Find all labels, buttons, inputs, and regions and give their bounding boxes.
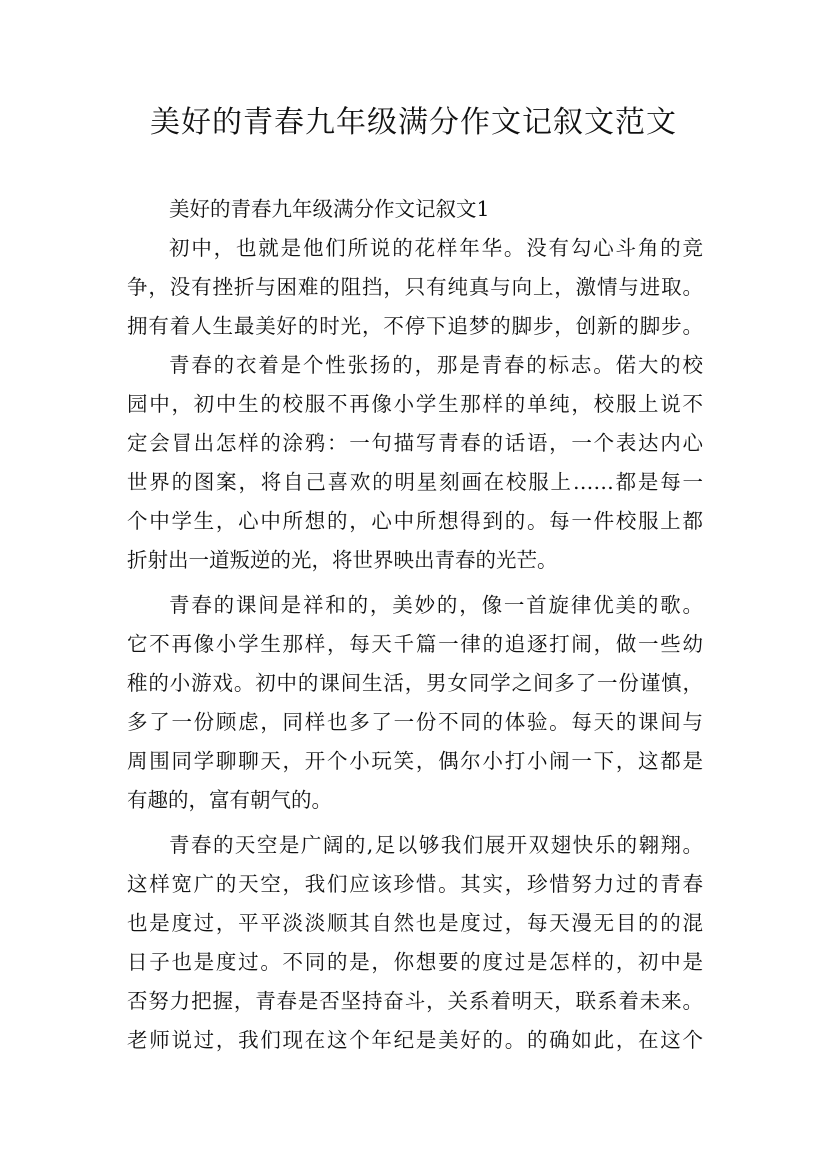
paragraph-line: 青春的课间是祥和的，美妙的，像一首旋律优美的歌。 (169, 593, 703, 617)
paragraph-3 (127, 586, 703, 820)
paragraph-line: 青春的衣着是个性张扬的，那是青春的标志。偌大的校 (169, 353, 703, 377)
paragraph-line: 青春的天空是广阔的,足以够我们展开双翅快乐的翱翔。 (169, 833, 703, 857)
paragraph-line: 折射出一道叛逆的光，将世界映出青春的光芒。 (127, 548, 558, 572)
paragraph-line: 园中，初中生的校服不再像小学生那样的单纯，校服上说不 (127, 392, 703, 416)
section-heading: 美好的青春九年级满分作文记叙文1 (169, 197, 490, 221)
paragraph-line: 稚的小游戏。初中的课间生活，男女同学之间多了一份谨慎， (127, 671, 703, 695)
paragraph-line: 拥有着人生最美好的时光，不停下追梦的脚步，创新的脚步。 (127, 314, 703, 338)
paragraph-line: 它不再像小学生那样，每天千篇一律的追逐打闹，做一些幼 (127, 632, 703, 656)
paragraph-line: 定会冒出怎样的涂鸦：一句描写青春的话语，一个表达内心 (127, 431, 703, 455)
document-body (127, 190, 703, 1060)
paragraph-line: 世界的图案，将自己喜欢的明星刻画在校服上……都是每一 (127, 470, 703, 494)
paragraph-line: 这样宽广的天空，我们应该珍惜。其实，珍惜努力过的青春 (127, 872, 703, 896)
paragraph-line: 日子也是度过。不同的是，你想要的度过是怎样的，初中是 (127, 950, 703, 974)
document-title: 美好的青春九年级满分作文记叙文范文 (150, 105, 677, 140)
paragraph-line: 多了一份顾虑，同样也多了一份不同的体验。每天的课间与 (127, 710, 703, 734)
paragraph-4 (127, 826, 703, 1060)
paragraph-line: 个中学生，心中所想的，心中所想得到的。每一件校服上都 (127, 509, 703, 533)
paragraph-2 (127, 346, 703, 580)
paragraph-1 (127, 229, 703, 346)
paragraph-line: 有趣的，富有朝气的。 (127, 788, 332, 812)
paragraph-line: 周围同学聊聊天，开个小玩笑，偶尔小打小闹一下，这都是 (127, 749, 703, 773)
paragraph-line: 也是度过，平平淡淡顺其自然也是度过，每天漫无目的的混 (127, 911, 703, 935)
paragraph-line: 老师说过，我们现在这个年纪是美好的。的确如此，在这个 (127, 1028, 703, 1052)
paragraph-line: 初中，也就是他们所说的花样年华。没有勾心斗角的竞 (169, 236, 703, 260)
paragraph-line: 否努力把握，青春是否坚持奋斗，关系着明天，联系着未来。 (127, 989, 703, 1013)
paragraph-line: 争，没有挫折与困难的阻挡，只有纯真与向上，激情与进取。 (127, 275, 703, 299)
